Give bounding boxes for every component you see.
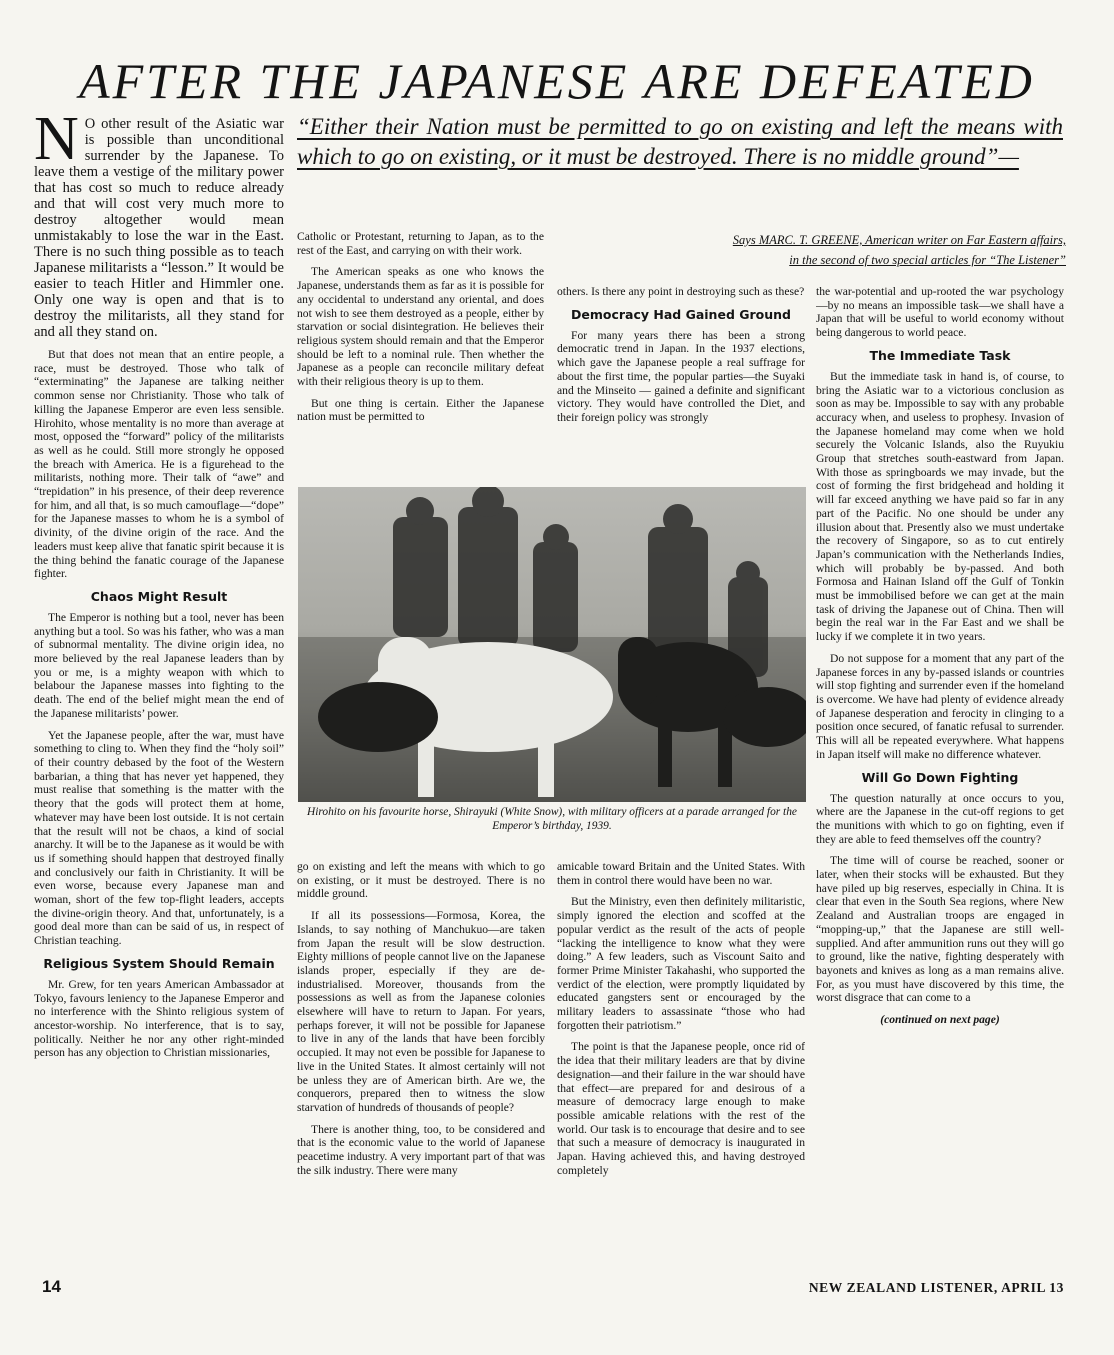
- article-column-1: [34, 116, 284, 1276]
- article-paragraph: Yet the Japanese people, after the war, must have something to cling to. When they find the “holy soil” of their country debased by the foot of the Western barbarian, a thing that has never yet happened, they must realise that something is the matter with the theory that the gods will protect them at home, whatever may have been lost outside. It is not certain that the result will not be chaos, a kind of social anarchy. It will be to the Japanese as it would be with us if something should happen that destroyed finally and conclusively our faith in Christianity. It will be even worse, because every Japanese man and woman, short of the few top-flight leaders, accepts the divine-origin theory. And that, unfortunately, is a good deal more than can be said of us, in respect of Christian teaching.: [34, 728, 284, 948]
- article-paragraph: The Emperor is nothing but a tool, never has been anything but a tool. So was his father, who was a man of subnormal mentality. The divine origin idea, no more believed by the real Japanese leaders than by you or me, is a mighty weapon with which to belabour the Japanese masses into fighting to the death. The end of the belief might mean the end of the Japanese militarists’ power.: [34, 610, 284, 720]
- article-paragraph: The point is that the Japanese people, once rid of the idea that their military leaders are that by divine designation—and their failure in the war should have that effect—are prepared for and desirous of a measure of democracy large enough to make possible amicable relations with the rest of the world. Our task is to encourage that desire and to see that such a measure of democracy is inaugurated in Japan. Having achieved this, and having destroyed completely: [557, 1040, 805, 1177]
- drop-cap: N: [34, 116, 79, 173]
- article-paragraph: Catholic or Protestant, returning to Japan, as to the rest of the East, and carrying on with their work.: [297, 230, 544, 257]
- article-paragraph: Mr. Grew, for ten years American Ambassador at Tokyo, favours leniency to the Japanese Emperor and no interference with the Shinto religious system of ancestor-worship. No interference, that is to say, politically. Neither he nor any other right-minded person has any objection to Christian missionaries,: [34, 977, 284, 1060]
- pull-quote: [297, 112, 1063, 172]
- photo-caption: Hirohito on his favourite horse, Shirayuki (White Snow), with military officers at a parade arranged for the Emperor’s birthday, 1939.: [307, 806, 797, 832]
- photo-hirohito-parade: [298, 487, 806, 802]
- article-column-2-bottom: [297, 860, 545, 1275]
- article-paragraph: For many years there has been a strong democratic trend in Japan. In the 1937 elections, which gave the Japanese people a real suffrage for about the first time, the popular parties—the Suyaki and the Minseito — gained a definite and significant victory. They would have controlled the Diet, and their foreign policy was strongly: [557, 328, 805, 424]
- photo-illustration: [298, 487, 806, 802]
- article-paragraph: There is another thing, too, to be considered and that is the economic value to the world of Japanese peacetime industry. A very important part of that was the silk industry. There were many: [297, 1122, 545, 1177]
- masthead-footer: NEW ZEALAND LISTENER, APRIL 13: [808, 1280, 1064, 1295]
- byline-line-2: in the second of two special articles for “The Listener”: [789, 253, 1066, 267]
- article-column-3-top: [557, 285, 805, 480]
- article-column-4: [816, 285, 1064, 1275]
- article-paragraph: the war-potential and up-rooted the war psychology—by no means an impossible task—we shall have a Japan that will be useful to world economy without being dangerous to world peace.: [816, 285, 1064, 340]
- page-number: 14: [42, 1277, 61, 1296]
- section-heading: The Immediate Task: [869, 347, 1011, 363]
- byline: [560, 230, 1066, 270]
- article-paragraph: But the Ministry, even then definitely militaristic, simply ignored the election and scoffed at the popular verdict as the result of the acts of people “lacking the intelligence to know what they were doing.” A few leaders, such as Viscount Saito and former Prime Minister Takahashi, who supported the verdict of the election, were promptly liquidated by educated gangsters sent or encouraged by the military leaders to assassinate “those who had forgotten their patriotism.”: [557, 895, 805, 1032]
- section-heading: Religious System Should Remain: [43, 955, 275, 971]
- article-paragraph: amicable toward Britain and the United States. With them in control there would have been no war.: [557, 860, 805, 887]
- section-heading: Democracy Had Gained Ground: [571, 306, 791, 322]
- article-paragraph: N O other result of the Asiatic war is possible than unconditional surrender by the Japanese. To leave them a vestige of the military power that has cost so much to reduce already and that will cost very much more to destroy altogether would mean unmistakably to lose the war in the East. There is no such thing possible as to teach Japanese militarists a “lesson.” It would be easier to teach Hitler and Himmler one. Only one way is open and that is to destroy the militarists, all they stand for and all they stand on.: [34, 116, 284, 340]
- article-paragraph: The question naturally at once occurs to you, where are the Japanese in the cut-off regions to get the munitions with which to go on fighting, even if they are able to feed themselves off the country?: [816, 791, 1064, 846]
- byline-line-1: Says MARC. T. GREENE, American writer on Far Eastern affairs,: [732, 233, 1066, 247]
- page-title: AFTER THE JAPANESE ARE DEFEATED: [79, 53, 1035, 109]
- article-paragraph: go on existing and left the means with which to go on existing, or it must be destroyed. There is no middle ground.: [297, 860, 545, 901]
- article-paragraph: If all its possessions—Formosa, Korea, the Islands, to say nothing of Manchukuo—are taken from Japan the result will be slow destruction. Eighty millions of people cannot live on the Japanese islands proper, especially if they are de-industrialised. Moreover, thousands from the possessions as well as from the Japanese colonies elsewhere will have to return to Japan. For years, perhaps forever, it will not be possible for Japanese to live in any of the lands that have been forcibly occupied. It may not even be possible for Japanese to live in the United States. It almost certainly will not be unless they are of American birth. Are we, the conquerors, prepared then to witness the slow starvation of hundreds of thousands of people?: [297, 909, 545, 1114]
- pull-quote-text: “Either their Nation must be permitted to go on existing and left the means with which to go on existing, or it must be destroyed. There is no middle ground”—: [297, 114, 1063, 169]
- section-heading: Will Go Down Fighting: [861, 769, 1019, 785]
- continued-notice: (continued on next page): [880, 1013, 1000, 1027]
- article-paragraph: But one thing is certain. Either the Japanese nation must be permitted to: [297, 396, 544, 424]
- article-column-3-bottom: [557, 860, 805, 1275]
- article-paragraph: The American speaks as one who knows the Japanese, understands them as far as it is possible for any occidental to understand any oriental, and does not wish to see them destroyed as a people, either by starvation or social disintegration. He believes their religious system should remain and that the Emperor should be left to a nominal rule. Then whether the Japanese as a people can reconcile military defeat with their religious theory is up to them.: [297, 265, 544, 389]
- article-paragraph: But the immediate task in hand is, of course, to bring the Asiatic war to a victorious conclusion as soon as may be. Impossible to say with any probable accuracy when, and useless to prophesy. Invasion of the Japanese homeland may come when we hold securely the Volcanic Islands, also the Ruyukiu Group that stretches south-eastward from Japan. With those as springboards we may invade, but the cost of forming the first bridgehead and holding it will far exceed anything we have paid so far in any part of the Pacific. No one should be under any illusion about that. Presently also we must undertake the recovery of Singapore, so as to cut entirely Japan’s communication with the Netherlands Indies, which will probably be by-passed. And both Formosa and Hainan Island off the Gulf of Tonkin must be immobilised before we can get at the main task of driving the Japanese out of China. Then will begin the real war in the Far East and we shall be lucky if we complete it in two years.: [816, 369, 1064, 644]
- article-paragraph: But that does not mean that an entire people, a race, must be destroyed. Those who talk of “exterminating” the Japanese are talking neither common sense nor Christianity. Those who talk of killing the Japanese Emperor are even less sensible. Hirohito, whose mentality is no more than average at most, opposed the “forward” policy of the militarists as well as he could. Still more strongly he opposed the breach with America. He is a figurehead to the militarists, nothing more. Their talk of “awe” and “trepidation” in his presence, of their deep reverence for him, and all that, is so much camouflage—“dope” for the Japanese masses to whom he is a symbol of divinity, of the divine origin of the race. And the leaders must keep alive that fanatic spirit because it is the thing behind the fanatic courage of the Japanese fighter.: [34, 348, 284, 581]
- article-paragraph: Do not suppose for a moment that any part of the Japanese forces in any by-passed islands or countries will stop fighting and surrender even if the homeland is overcome. We have had plenty of evidence already of Japanese desperation and ferocity in clinging to a position once secured, of fanatic refusal to surrender. This will all be repeated everywhere. What happens in Japan itself will make no difference whatever.: [816, 651, 1064, 761]
- article-paragraph: others. Is there any point in destroying such as these?: [557, 285, 805, 298]
- article-paragraph: The time will of course be reached, sooner or later, when their stocks will be exhausted. But they have piled up big reserves, especially in China. It is clear that even in the South Sea regions, where New Zealand and Australian troops are engaged in “mopping-up,” that the Japanese are still well-supplied. And after ammunition runs out they will go to ground, like the native, fighting desperately with bayonets and knives as long as a man remains alive. For, as you must have discovered by this time, the worst disgrace that can come to a: [816, 854, 1064, 1005]
- article-column-2-top: [297, 230, 544, 480]
- section-heading: Chaos Might Result: [90, 588, 228, 604]
